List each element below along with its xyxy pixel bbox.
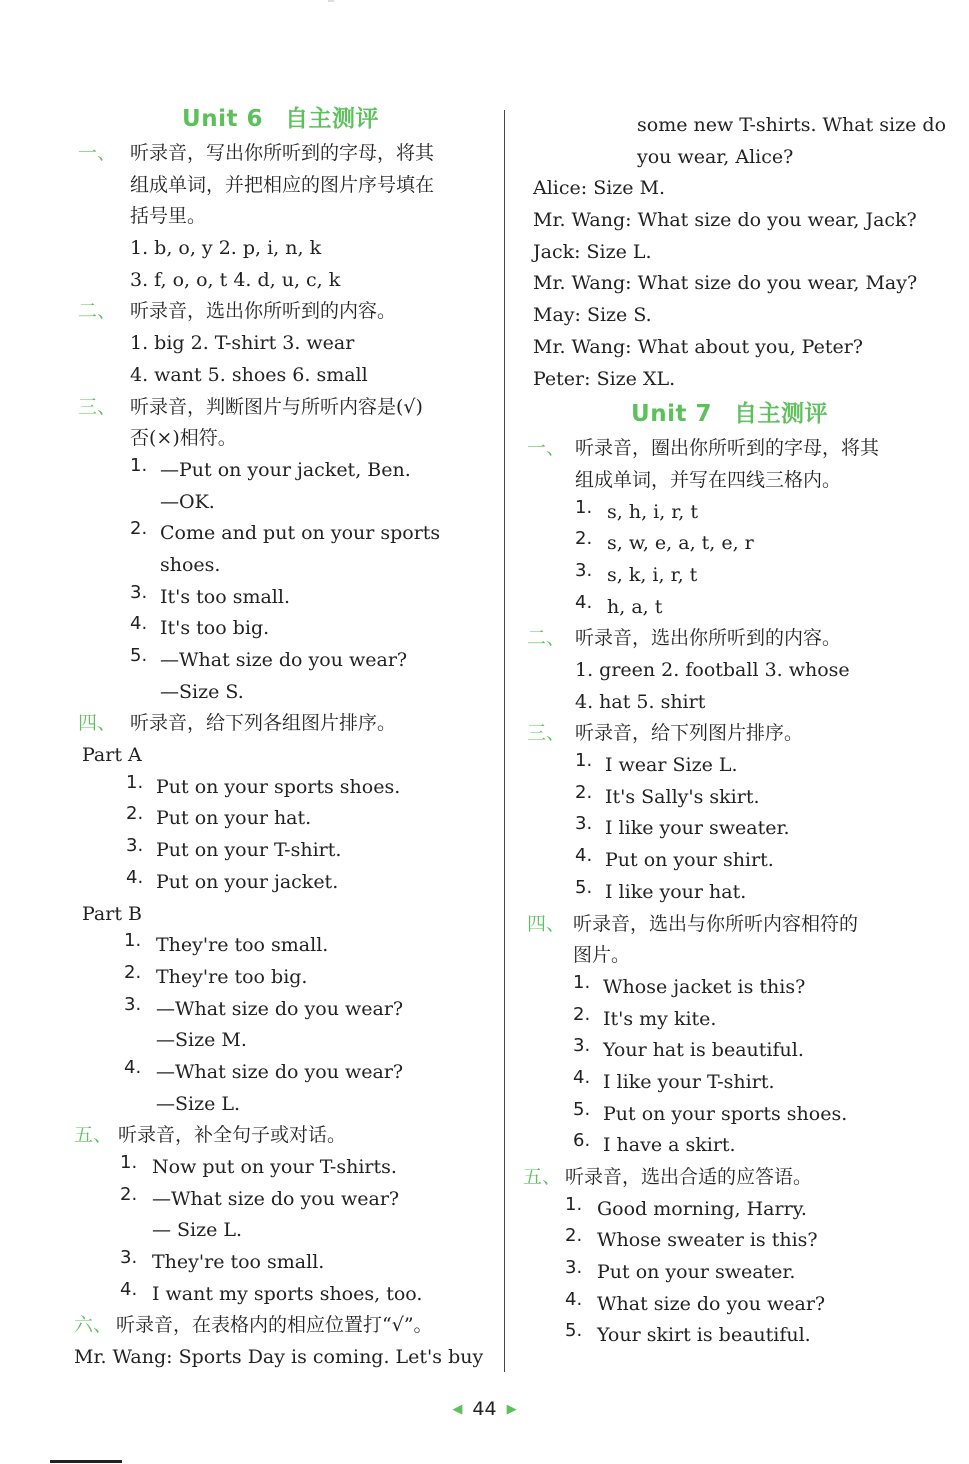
dialogue-line: Peter: Size XL. xyxy=(533,367,676,390)
list-item: 5. Your skirt is beautiful. xyxy=(565,1320,811,1347)
list-item: 3. I like your sweater. xyxy=(575,813,790,840)
list-item: 3. It's too small. xyxy=(130,581,290,608)
answer-row: 4. hat 5. shirt xyxy=(575,690,706,713)
part-a-list xyxy=(78,772,483,899)
list-item: 4. What size do you wear? xyxy=(565,1288,826,1315)
dialogue-continuation: some new T-shirts. What size do you wear, Alice? xyxy=(637,114,947,168)
list-item: 4. I want my sports shoes, too. xyxy=(120,1278,423,1305)
right-arrow-icon: ▶ xyxy=(506,1402,517,1417)
page-number: 44 xyxy=(472,1398,497,1420)
section-6: 六、 听录音，在表格内的相应位置打“√”。 xyxy=(74,1314,433,1337)
corner-rule xyxy=(50,1460,122,1463)
unit-6-title: Unit 6 自主测评 xyxy=(182,106,379,132)
section-4: 四、 听录音，给下列各组图片排序。 xyxy=(78,712,397,735)
list-item: 1. Good morning, Harry. xyxy=(565,1193,807,1220)
list-item: 3. Put on your sweater. xyxy=(565,1257,796,1284)
answer-row: 4. want 5. shoes 6. small xyxy=(130,363,368,386)
list-item: 5. —What size do you wear? —Size S. xyxy=(130,645,408,703)
list-item: 1. They're too small. xyxy=(124,930,329,957)
page-footer xyxy=(0,1398,969,1420)
list-item: 2. —What size do you wear? — Size L. xyxy=(120,1183,400,1242)
dialogue-line: Jack: Size L. xyxy=(533,240,652,263)
list-item: 4. It's too big. xyxy=(130,613,270,640)
part-b-list xyxy=(78,930,483,1120)
section-5: 五、 听录音，选出合适的应答语。 1. Good morning, Harry. 2. Whose sweater is this? 3. Put on your sweater. 4. What size do you wear? 5. Your skirt is beautiful. xyxy=(523,1162,932,1352)
dialogue xyxy=(533,173,932,395)
list-item: 4. —What size do you wear? —Size L. xyxy=(124,1056,404,1115)
list-item: 4. I like your T-shirt. xyxy=(573,1066,775,1093)
section-1: 一、 听录音，写出你所听到的字母，将其 组成单词，并把相应的图片序号填在 括号里。 1. b, o, y 2. p, i, n, k 3. f, o, o, t 4. d, u, c, k xyxy=(78,138,483,296)
list-item: 3. Your hat is beautiful. xyxy=(573,1035,804,1062)
column-divider xyxy=(504,110,505,1372)
dialogue-line: May: Size S. xyxy=(533,304,652,327)
part-a-label: Part A xyxy=(82,744,142,767)
left-column xyxy=(74,100,484,1374)
left-arrow-icon: ◀ xyxy=(452,1402,463,1417)
dialogue-line: Alice: Size M. xyxy=(533,177,666,200)
list-item: 2. It's my kite. xyxy=(573,1003,717,1030)
dialogue-line: Mr. Wang: Sports Day is coming. Let's buy xyxy=(74,1346,484,1369)
section-2: 二、 听录音，选出你所听到的内容。 1. big 2. T-shirt 3. wear 4. want 5. shoes 6. small xyxy=(78,296,483,391)
section-4: 四、 听录音，选出与你所听内容相符的 图片。 1. Whose jacket is this? 2. It's my kite. 3. Your hat is beautiful. 4. I like your T-shirt. 5. Put on your sports shoes. 6. I have a skirt. xyxy=(527,909,932,1163)
list-item: 2. Come and put on your sports shoes. xyxy=(130,518,441,576)
part-b-label: Part B xyxy=(82,902,142,925)
section-1: 一、 听录音，圈出你所听到的字母，将其 组成单词，并写在四线三格内。 1. s, h, i, r, t 2. s, w, e, a, t, e, r 3. s, k, i, r, t 4. h, a, t xyxy=(527,433,932,623)
list-item: 3. Put on your T-shirt. xyxy=(126,835,342,862)
unit-7-title: Unit 7 自主测评 xyxy=(631,401,828,428)
section-heading: 听录音，写出你所听到的字母，将其 xyxy=(130,142,435,164)
list-item: 3. They're too small. xyxy=(120,1247,325,1274)
section-5: 五、 听录音，补全句子或对话。 xyxy=(74,1124,347,1147)
top-mark xyxy=(328,0,334,2)
list-item: 1. I wear Size L. xyxy=(575,750,738,777)
answer-row: 1. big 2. T-shirt 3. wear xyxy=(130,332,355,355)
list-item: 4. Put on your shirt. xyxy=(575,845,774,872)
section-3: 三、 听录音，给下列图片排序。 1. I wear Size L. 2. It's Sally's skirt. 3. I like your sweater. 4. Put on your shirt. 5. I like your hat. xyxy=(527,718,932,908)
list-item: 5. Put on your sports shoes. xyxy=(573,1098,848,1125)
right-column xyxy=(523,110,947,1352)
list-item: 5. I like your hat. xyxy=(575,876,747,903)
list-item: 1. Whose jacket is this? xyxy=(573,971,806,998)
list-item: 3. s, k, i, r, t xyxy=(575,559,698,586)
section-3: 三、 听录音，判断图片与所听内容是(√) 否(×)相符。 1. —Put on your jacket, Ben. —OK. 2. Come and put on your sports shoes. 3. It's too small. 4. It's too big. 5. —What size do you wear? —Size S. xyxy=(78,392,483,709)
list-item: 1. Now put on your T-shirts. xyxy=(120,1152,397,1178)
answer-row: 1. green 2. football 3. whose xyxy=(575,659,850,681)
list-item: 6. I have a skirt. xyxy=(573,1130,736,1157)
section-5-list xyxy=(78,1152,483,1310)
list-item: 2. It's Sally's skirt. xyxy=(575,781,760,808)
answer-row: 3. f, o, o, t 4. d, u, c, k xyxy=(130,268,341,291)
list-item: 1. Put on your sports shoes. xyxy=(126,771,401,798)
list-item: 2. s, w, e, a, t, e, r xyxy=(575,528,754,555)
list-item: 2. They're too big. xyxy=(124,961,308,988)
dialogue-line: Mr. Wang: What about you, Peter? xyxy=(533,335,863,358)
dialogue-line: Mr. Wang: What size do you wear, May? xyxy=(533,272,918,295)
list-item: 4. h, a, t xyxy=(575,591,663,618)
list-item: 1. —Put on your jacket, Ben. —OK. xyxy=(130,454,411,513)
list-item: 2. Put on your hat. xyxy=(126,803,312,830)
section-2: 二、 听录音，选出你所听到的内容。 1. green 2. football 3. whose 4. hat 5. shirt xyxy=(527,623,932,718)
list-item: 1. s, h, i, r, t xyxy=(575,496,699,523)
answer-row: 1. b, o, y 2. p, i, n, k xyxy=(130,237,322,260)
list-item: 3. —What size do you wear? —Size M. xyxy=(124,993,404,1052)
dialogue-line: Mr. Wang: What size do you wear, Jack? xyxy=(533,209,917,232)
list-item: 4. Put on your jacket. xyxy=(126,866,339,893)
list-item: 2. Whose sweater is this? xyxy=(565,1225,818,1252)
